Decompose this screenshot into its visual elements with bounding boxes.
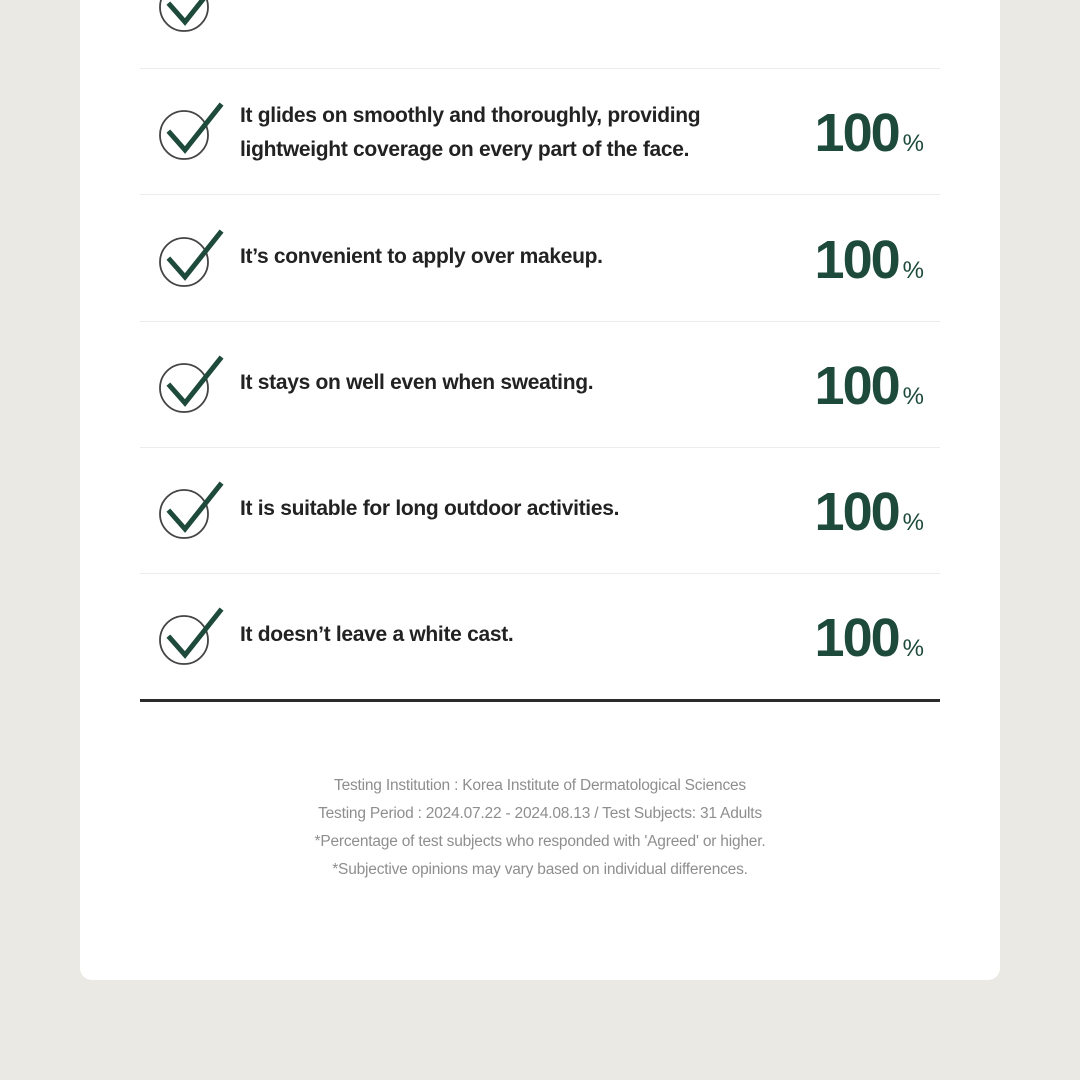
- claim-text-line: It is suitable for long outdoor activities.: [240, 497, 620, 520]
- claim-text-line: It glides on smoothly and thoroughly, providing: [240, 104, 701, 127]
- check-circle-icon: [158, 0, 224, 34]
- footnote-subjective: *Subjective opinions may vary based on individual differences.: [332, 861, 748, 878]
- claim-percentage: [815, 102, 924, 164]
- claim-text: [240, 99, 760, 167]
- footnote-agreement: *Percentage of test subjects who responded with 'Agreed' or higher.: [314, 833, 766, 850]
- claim-text-line: It doesn’t leave a white cast.: [240, 623, 514, 646]
- claim-text-line: It’s convenient to apply over makeup.: [240, 245, 603, 268]
- claim-text: [240, 0, 760, 4]
- percentage-value: 100: [814, 103, 899, 163]
- percentage-value: [815, 0, 899, 1]
- claim-row: [140, 195, 940, 322]
- percentage-unit: %: [902, 635, 924, 662]
- test-notes: [80, 772, 1000, 884]
- claim-row: [140, 573, 940, 702]
- percentage-unit: %: [902, 383, 924, 410]
- claim-text: [240, 492, 760, 526]
- percentage-value: 100: [814, 230, 899, 290]
- claim-text: [240, 618, 760, 652]
- claim-text-line: lightweight coverage on every part of the face.: [240, 138, 690, 161]
- claim-row: [140, 321, 940, 448]
- claim-percentage: [815, 355, 924, 417]
- percentage-value: 100: [814, 482, 899, 542]
- claim-text: [240, 366, 760, 400]
- testing-institution: Testing Institution : Korea Institute of Dermatological Sciences: [334, 777, 746, 794]
- percentage-unit: %: [902, 509, 924, 536]
- percentage-unit: %: [902, 257, 924, 284]
- claim-row: [140, 447, 940, 574]
- check-circle-icon: [158, 479, 224, 541]
- claim-percentage: [815, 229, 924, 291]
- percentage-value: 100: [814, 356, 899, 416]
- claim-percentage: [815, 607, 924, 669]
- claim-row: [140, 68, 940, 195]
- check-circle-icon: [158, 605, 224, 667]
- claim-percentage: [815, 0, 924, 2]
- results-card: [80, 0, 1000, 980]
- claim-text: [240, 240, 760, 274]
- claim-text-line: It stays on well even when sweating.: [240, 371, 594, 394]
- percentage-value: 100: [814, 608, 899, 668]
- claim-text-line: [240, 0, 760, 4]
- claim-row: [140, 0, 940, 69]
- percentage-unit: %: [902, 130, 924, 157]
- check-circle-icon: [158, 353, 224, 415]
- testing-period: Testing Period : 2024.07.22 - 2024.08.13 / Test Subjects: 31 Adults: [318, 805, 762, 822]
- claim-percentage: [815, 481, 924, 543]
- check-circle-icon: [158, 227, 224, 289]
- check-circle-icon: [158, 100, 224, 162]
